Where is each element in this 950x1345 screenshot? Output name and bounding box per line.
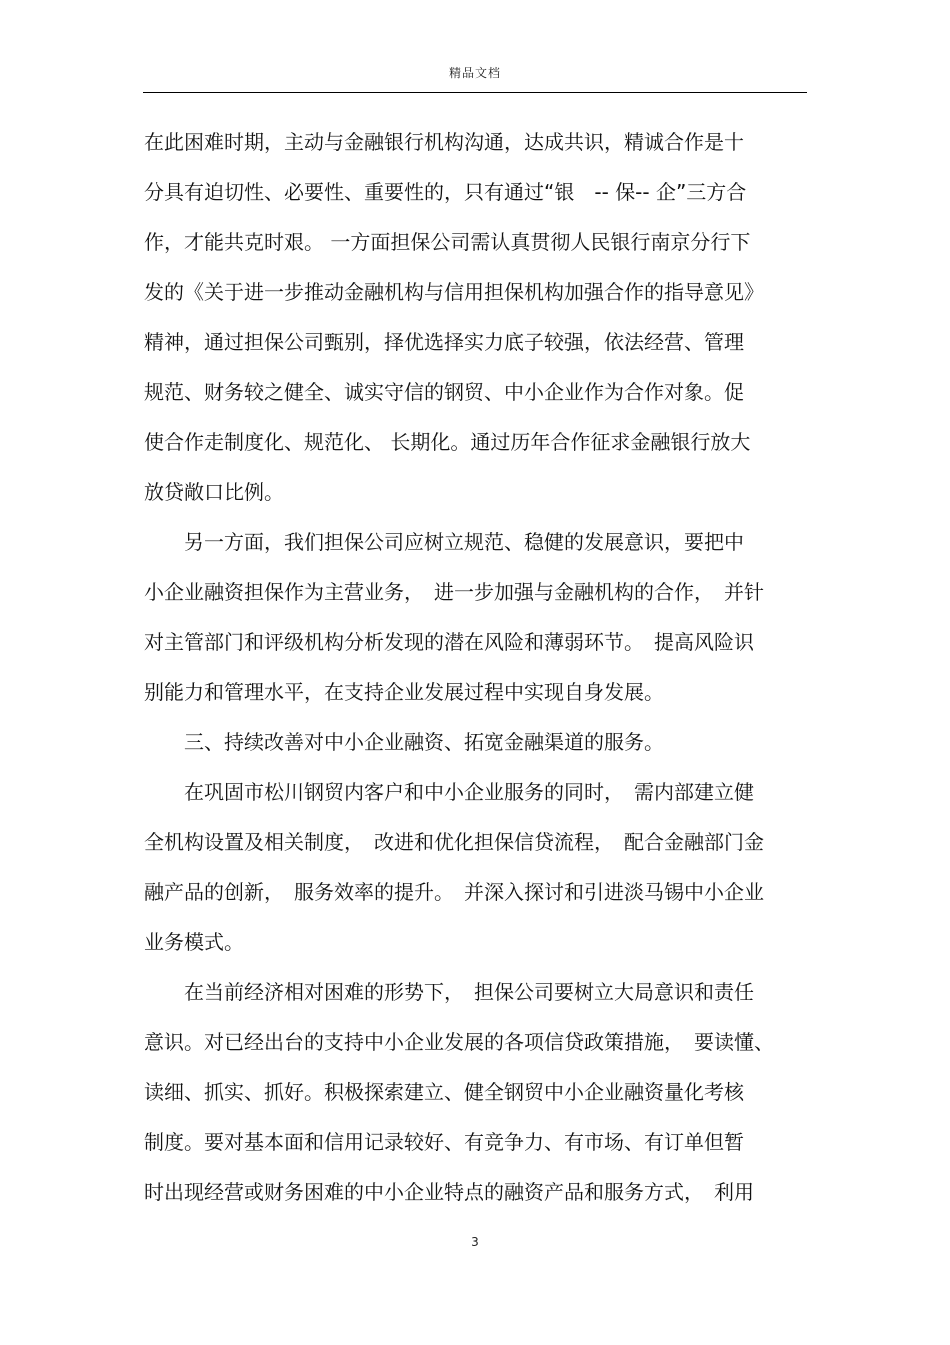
text-line: 制度。要对基本面和信用记录较好、有竞争力、有市场、有订单但暂: [144, 1130, 744, 1154]
text-line: 全机构设置及相关制度， 改进和优化担保信贷流程， 配合金融部门金: [144, 830, 764, 854]
text-line: 三、持续改善对中小企业融资、拓宽金融渠道的服务。: [144, 730, 664, 754]
text-line: 在此困难时期，主动与金融银行机构沟通，达成共识，精诚合作是十: [144, 130, 744, 154]
page-header: 精品文档: [448, 66, 501, 80]
text-line: 分具有迫切性、必要性、重要性的，只有通过“银 -- 保-- 企”三方合: [144, 180, 747, 204]
page-number: 3: [471, 1235, 479, 1249]
text-line: 精神，通过担保公司甄别，择优选择实力底子较强，依法经营、管理: [144, 330, 744, 354]
text-line: 意识。对已经出台的支持中小企业发展的各项信贷政策措施， 要读懂、: [144, 1030, 774, 1054]
text-line: 时出现经营或财务困难的中小企业特点的融资产品和服务方式， 利用: [144, 1180, 754, 1204]
document-body: [144, 117, 808, 1217]
text-line: 规范、财务较之健全、诚实守信的钢贸、中小企业作为合作对象。促: [144, 380, 744, 404]
text-line: 小企业融资担保作为主营业务， 进一步加强与金融机构的合作， 并针: [144, 580, 764, 604]
text-line: 作，才能共克时艰。 一方面担保公司需认真贯彻人民银行南京分行下: [144, 230, 751, 254]
text-line: 在巩固市松川钢贸内客户和中小企业服务的同时， 需内部建立健: [144, 780, 754, 804]
text-line: 对主管部门和评级机构分析发现的潜在风险和薄弱环节。 提高风险识: [144, 630, 754, 654]
header-divider: [143, 92, 807, 93]
text-line: 使合作走制度化、规范化、 长期化。通过历年合作征求金融银行放大: [144, 430, 751, 454]
text-line: 融产品的创新， 服务效率的提升。 并深入探讨和引进淡马锡中小企业: [144, 880, 764, 904]
text-line: 别能力和管理水平，在支持企业发展过程中实现自身发展。: [144, 680, 664, 704]
text-line: 放贷敞口比例。: [144, 480, 284, 504]
text-line: 另一方面，我们担保公司应树立规范、稳健的发展意识，要把中: [144, 530, 744, 554]
text-line: 发的《关于进一步推动金融机构与信用担保机构加强合作的指导意见》: [144, 280, 764, 304]
text-line: 读细、抓实、抓好。积极探索建立、健全钢贸中小企业融资量化考核: [144, 1080, 744, 1104]
text-line: 在当前经济相对困难的形势下， 担保公司要树立大局意识和责任: [144, 980, 754, 1004]
text-line: 业务模式。: [144, 930, 244, 954]
